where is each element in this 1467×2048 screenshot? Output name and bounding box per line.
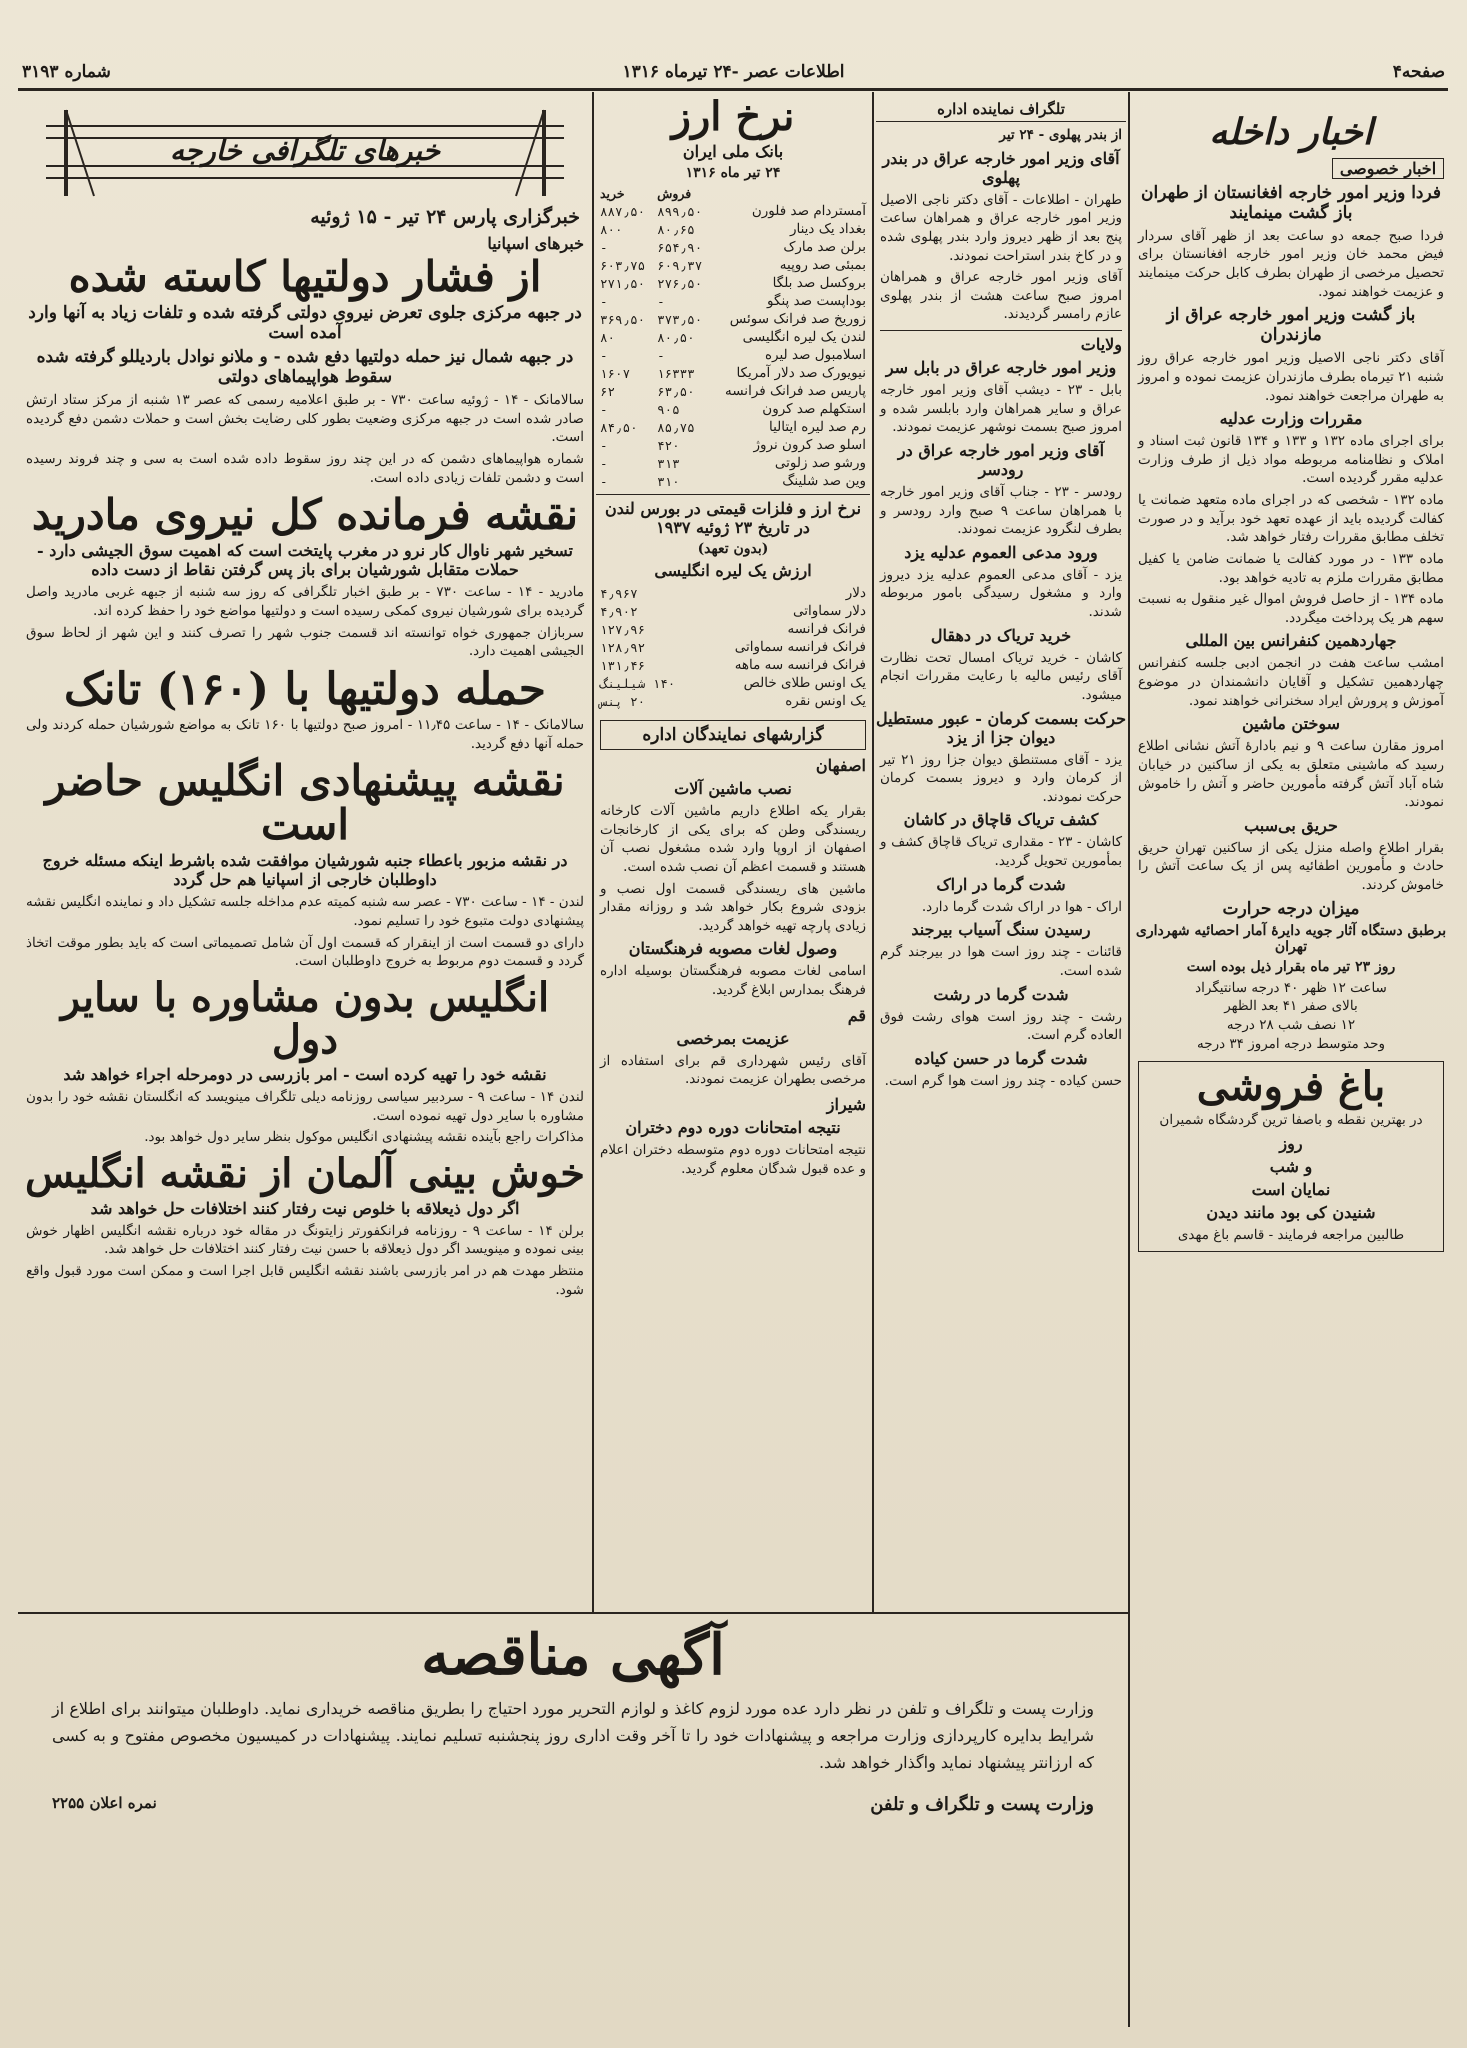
table-row: ورشو صد زلوتی ۳۱۳ -: [600, 455, 866, 471]
headline-car-fire: سوختن ماشین: [1242, 714, 1340, 734]
tender-notice: [22, 1618, 1124, 2022]
headline-justice: مقررات وزارت عدلیه: [1219, 409, 1363, 429]
tender-footer: [52, 1790, 1094, 1819]
text-iraq-minister: طهران - اطلاعات - آقای دکتر ناجی الاصیل وزیر امور خارجه عراق و همراهان ساعت پنج بعد از ظهر دیروز وارد بندر پهلوی شده و در کاخ بندر استراحت نمودند.: [880, 191, 1122, 264]
telegraph-column: [876, 96, 1126, 1610]
agency-line: خبرگزاری پارس ۲۴ تیر - ۱۵ ژوئیه: [310, 206, 580, 228]
table-row: فرانک فرانسه سه ماهه ۱۳۱٫۴۶: [600, 657, 866, 673]
text-car-fire: امروز مقارن ساعت ۹ و نیم بادارهٔ آتش نشانی اطلاع رسید که ماشینی متعلق به یکی از ساکنین در خیابان شاه آباد آتش گرفته مأمورین حاضر و آتش را خاموش نمودند.: [1138, 738, 1445, 811]
text-article-132: ماده ۱۳۲ - شخصی که در اجرای ماده متعهد ضمانت یا کفالت گردیده باید از عهده تعهد خود برآید و در صورت تخلف مطابق مقررات رفتار خواهد شد.: [1138, 492, 1445, 546]
special-news-tag: اخبار خصوصی: [1332, 158, 1444, 179]
text-house-fire: بقرار اطلاع واصله منزل یکی از ساکنین تهران حریق حادث و مأمورین اطفائیه پس از یک ساعت آتش را خاموش کردند.: [1138, 839, 1444, 894]
garden-sale-line: و شب: [1269, 1156, 1313, 1176]
text-province: یزد - آقای مستنطق دیوان جزا روز ۲۱ تیر از کرمان وارد و دیروز بسمت کرمان حرکت نمودند.: [880, 751, 1123, 805]
provinces-section-title: ولایات: [880, 330, 1122, 354]
table-row: اسلو صد کرون نروژ ۴۲۰ -: [600, 437, 866, 453]
domestic-news-column: [1134, 96, 1448, 2026]
text-spain-2b: سربازان جمهوری خواه توانسته اند قسمت جنوب شهر را تصرف کنند و این شهر از لحاظ سوق الجیشی اهمیت دارد.: [26, 624, 584, 660]
text-conference: امشب ساعت هفت در انجمن ادبی جلسه کنفرانس چهاردهمین تشکیل و آقایان دانشمندان در موضوع آموزش و پرورش ایراد سخنرانی خواهند نمود.: [1138, 655, 1444, 709]
text-report: آقای رئیس شهرداری قم برای استفاده از مرخصی بطهران عزیمت نمودند.: [600, 1052, 866, 1088]
weather-row: ۱۲ نصف شب ۲۸ درجه: [1226, 1016, 1356, 1033]
table-row: نیویورک صد دلار آمریکا ۱۶۳۳۳ ۱۶۰۷: [600, 365, 866, 381]
table-row: رم صد لیره ایتالیا ۸۵٫۷۵ ۸۴٫۵۰: [600, 419, 866, 435]
headline-conference: جهاردهمین کنفرانس بین المللی: [1185, 631, 1397, 651]
col-header-buy: خرید: [600, 186, 625, 201]
headline-report: نتیجه امتحانات دوره دوم دختران: [625, 1117, 841, 1137]
text-britain-no-consult: لندن ۱۴ - ساعت ۹ - سردبیر سیاسی روزنامه دیلی تلگراف مینویسد که انگلستان نقشه خود را بدون مشاوره با سایر دول تهیه نموده است.: [26, 1088, 585, 1124]
text-spain-1: سالامانک - ۱۴ - ژوئیه ساعت ۷۳۰ - بر طبق اعلامیه رسمی که عصر ۱۳ شنبه از مرکز ستاد ارتش صادر شده است در جبهه مرکزی وضعیت بطور کلی رضایت بخش است و حملات دشمن دفع گردیده است.: [26, 392, 585, 446]
text-britain-plan-2: دارای دو قسمت است از اینقرار که قسمت اول آن شامل تصمیماتی است که باید بطور موقت اتخاذ گردد و قسمت دوم مربوط به خروج داوطلبان است.: [26, 934, 584, 970]
headline-spain-2: نقشه فرمانده کل نیروی مادرید: [31, 490, 579, 540]
subhead-spain-1a: در جبهه مرکزی جلوی تعرض نیروی دولتی گرفته شده و تلفات زیاد به آنها وارد آمده است: [28, 303, 582, 344]
text-report: نتیجه امتحانات دوره دوم متوسطه دختران اعلام و عده قبول شدگان معلوم گردید.: [600, 1141, 866, 1177]
foreign-news-banner: [46, 104, 564, 200]
tender-reference: نمره اعلان ۲۲۵۵: [52, 1794, 157, 1813]
garden-sale-ad: [1138, 1061, 1444, 1252]
text-article-133: ماده ۱۳۳ - در مورد کفالت یا ضمانت ضامن یا کفیل مطابق مقررات ملزم به تادیه خواهد بود.: [1138, 550, 1444, 586]
headline-afghan-minister: فردا وزیر امور خارجه افغانستان از طهران باز گشت مینمایند: [1141, 182, 1441, 223]
text-article-134: ماده ۱۳۴ - از حاصل فروش اموال غیر منقول به نسبت سهم هر یک پرداخت میگردد.: [1138, 591, 1445, 626]
headline-britain-plan: نقشه پیشنهادی انگلیس حاضر است: [45, 756, 565, 850]
col-rule-3: [592, 92, 594, 1612]
table-row: وین صد شلینگ ۳۱۰ -: [600, 473, 866, 489]
headline-province: شدت گرما در حسن کیاده: [914, 1048, 1088, 1068]
text-province: بابل - ۲۳ - دیشب آقای وزیر امور خارجه عراق و سایر همراهان وارد بابلسر شده و امروز صبح بسمت نوشهر عزیمت نمودند.: [880, 382, 1122, 436]
table-row: یک اونس طلای خالص ۱۴۰ شیلینگ: [600, 675, 866, 691]
table-row: بوداپست صد پنگو - -: [600, 293, 866, 309]
tender-signature: وزارت پست و تلگراف و تلفن: [870, 1794, 1094, 1816]
tender-top-rule: [18, 1612, 1128, 1614]
table-row: لندن یک لیره انگلیسی ۸۰٫۵۰ ۸۰: [600, 329, 866, 345]
exchange-rates-title: نرخ ارز: [671, 96, 795, 140]
table-row: دلار ۴٫۹۶۷: [600, 585, 866, 601]
headline-britain-no-consult: انگلیس بدون مشاوره با سایر دول: [60, 973, 550, 1063]
city-label: قم: [847, 1005, 866, 1025]
text-britain-plan: لندن - ۱۴ - ساعت ۷۳۰ - عصر سه شنبه کمیته عدم مداخله جلسه تشکیل داد و نماینده انگلیس نقشه پیشنهادی دولت متبوع خود را تسلیم نمود.: [26, 894, 584, 930]
table-row: بمبئی صد روپیه ۶۰۹٫۳۷ ۶۰۳٫۷۵: [600, 257, 866, 273]
table-row: آمستردام صد فلورن ۸۹۹٫۵۰ ۸۸۷٫۵۰: [600, 203, 866, 219]
text-spain-2: مادرید - ۱۴ - ساعت ۷۳۰ - بر طبق اخبار تلگرافی که روز سه شنبه از جبهه غربی مادرید واصل گردیده برای شورشیان نیروی کمکی رسیده است و دولتیها مواضع خود را حفظ کرده اند.: [26, 584, 585, 619]
headline-province: آقای وزیر امور خارجه عراق در رودسر: [897, 440, 1105, 479]
text-province: حسن کیاده - چند روز است هوا گرم است.: [884, 1072, 1122, 1089]
garden-sale-text: در بهترین نقطه و باصفا ترین گردشگاه شمیران: [1159, 1112, 1423, 1129]
table-row: بروکسل صد بلگا ۲۷۶٫۵۰ ۲۷۱٫۵۰: [600, 275, 866, 291]
reports-section-title: گزارشهای نمایندگان اداره: [600, 720, 866, 750]
table-row: فرانک فرانسه سماواتی ۱۲۸٫۹۲: [600, 639, 866, 655]
headline-province: وزیر امور خارجه عراق در بابل سر: [885, 358, 1117, 377]
headline-province: خرید تریاک در دهقال: [930, 625, 1072, 645]
exchange-rates-table: [596, 185, 870, 490]
text-afghan-minister: فردا صبح جمعه دو ساعت بعد از ظهر آقای سردار فیض محمد خان وزیر امور خارجه افغانستان برای تحصیل مرخصی از طهران بطرف کابل حرکت مینمایند و عزیمت خواهند نمود.: [1138, 227, 1444, 300]
tender-title: آگهی مناقصه: [421, 1622, 725, 1688]
exchange-rates-column: [596, 96, 870, 1610]
bank-name: بانک ملی ایران: [682, 142, 784, 161]
london-rates-base: ارزش یک لیره انگلیسی: [654, 561, 812, 580]
headline-province: شدت گرما در اراک: [936, 874, 1066, 894]
text-report: بقرار یکه اطلاع داریم ماشین آلات کارخانه ریسندگی وطن که برای یکی از کارخانجات اصفهان از اروپا وارد شده مشغول نصب آن هستند و قسمت اعظم آن نصب شده است.: [600, 803, 866, 875]
headline-province: کشف تریاک قاچاق در کاشان: [903, 810, 1099, 830]
text-justice: برای اجرای ماده ۱۳۲ و ۱۳۳ و ۱۳۴ قانون ثبت اسناد و املاک و نظامنامه مربوطه مواد ذیل از طرف وزارت عدلیه مقرر گردیده است.: [1138, 433, 1444, 487]
text-report: ماشین های ریسندگی قسمت اول نصب و بزودی شروع بکار خواهد شد و روزانه مقدار زیادی پارچه تهیه خواهد گردید.: [600, 880, 866, 934]
weather-subtitle: برطبق دستگاه آثار جویه دایرهٔ آمار احصائیه شهرداری تهران: [1135, 922, 1447, 955]
headline-germany-optimism: خوش بینی آلمان از نقشه انگلیس: [24, 1149, 586, 1197]
text-report: اسامی لغات مصوبه فرهنگستان بوسیله اداره فرهنگ بمدارس ابلاغ گردید.: [600, 963, 866, 998]
text-spain-1b: شماره هواپیماهای دشمن که در این چند روز سقوط داده شده است به سی و چند فروند رسیده است و دشمن تلفات زیادی داده است.: [26, 450, 584, 486]
london-rates-table: [596, 584, 870, 710]
headline-report: وصول لغات مصوبه فرهنگستان: [628, 939, 838, 959]
text-province: یزد - آقای مدعی العموم عدلیه یزد دیروز وارد و مشغول رسیدگی بامور مربوطه شدند.: [880, 566, 1122, 620]
garden-sale-line: شنیدن کی بود مانند دیدن: [1206, 1202, 1376, 1222]
table-row: فرانک فرانسه ۱۲۷٫۹۶: [600, 621, 866, 637]
subhead-germany-optimism: اگر دول ذیعلاقه با خلوص نیت رفتار کنند اختلافات حل خواهد شد: [90, 1198, 520, 1218]
col-header-sell: فروش: [657, 186, 692, 201]
domestic-news-title: اخبار داخله: [1209, 111, 1373, 153]
garden-sale-line: روز: [1279, 1133, 1303, 1153]
table-row: پاریس صد فرانک فرانسه ۶۳٫۵۰ ۶۲: [600, 383, 866, 399]
page-number: صفحه۴: [1392, 62, 1445, 82]
london-rates-heading: نرخ ارز و فلزات قیمتی در بورس لندن در تاریخ ۲۳ ژوئیه ۱۹۳۷: [596, 494, 870, 537]
weather-row: ساعت ۱۲ ظهر ۴۰ درجه سانتیگراد: [1195, 979, 1387, 996]
masthead: اطلاعات عصر -۲۴ تیرماه ۱۳۱۶: [622, 62, 845, 82]
headline-house-fire: حریق بی‌سبب: [1244, 815, 1338, 835]
city-label: اصفهان: [815, 756, 866, 775]
subhead-britain-plan: در نقشه مزبور باعطاء جنبه شورشیان موافقت شده باشرط اینکه مسئله خروج داوطلبان خارجی از اسپانیا هم حل گردد: [42, 851, 568, 890]
weather-row: وحد متوسط درجه امروز ۳۴ درجه: [1196, 1035, 1386, 1052]
weather-title: میزان درجه حرارت: [1222, 898, 1360, 919]
city-label: شیراز: [826, 1094, 866, 1114]
text-province: رشت - چند روز است هوای رشت فوق العاده گرم است.: [880, 1008, 1122, 1044]
headline-report: عزیمت بمرخصی: [676, 1028, 790, 1048]
table-row: یک اونس نقره ۲۰ پنس: [600, 693, 866, 709]
garden-sale-title: باغ فروشی: [1196, 1063, 1386, 1111]
issue-number: شماره ۳۱۹۳: [22, 62, 111, 82]
telegraph-section-title: تلگراف نماینده اداره: [876, 100, 1126, 122]
table-row: بغداد یک دینار ۸۰٫۶۵ ۸۰۰: [600, 221, 866, 237]
table-row: دلار سماواتی ۴٫۹۰۲: [600, 603, 866, 619]
foreign-news-column: [22, 96, 588, 1610]
foreign-news-banner-title: خبرهای تلگرافی خارجه: [169, 134, 441, 167]
telegraph-dateline: از بندر پهلوی - ۲۴ تیر: [999, 127, 1122, 143]
rates-date: ۲۴ تیر ماه ۱۳۱۶: [685, 165, 781, 181]
text-britain-no-consult-2: مذاکرات راجع بآینده نقشه پیشنهادی انگلیس موکول بنظر سایر دول خواهد بود.: [144, 1129, 584, 1146]
garden-sale-line: نمایان است: [1251, 1179, 1331, 1199]
text-iraq-return: آقای دکتر ناجی الاصیل وزیر امور خارجه عراق روز شنبه ۲۱ تیرماه بطرف مازندران عزیمت نموده و امروز به طهران مراجعت خواهند نمود.: [1138, 350, 1444, 404]
text-germany-optimism: برلن ۱۴ - ساعت ۹ - روزنامه فرانکفورتر زایتونگ در مقاله خود درباره نقشه انگلیس اظهار خوش بینی نموده و مینویسد اگر دول ذیعلاقه با حسن نیت رفتار کنند اختلافات حل خواهد شد.: [26, 1222, 584, 1258]
subhead-spain-1b: در جبهه شمال نیز حمله دولتیها دفع شده - و ملانو نوادل باردیللو گرفته شده سقوط هواپیماهای دولتی: [36, 347, 574, 388]
text-spain-3: سالامانک - ۱۴ - ساعت ۱۱٫۴۵ - امروز صبح دولتیها با ۱۶۰ تانک به مواضع شورشیان حمله کردند ولی حمله آنها دفع گردید.: [26, 717, 584, 752]
text-province: کاشان - ۲۳ - مقداری تریاک قاچاق کشف و بمأمورین تحویل گردید.: [880, 834, 1122, 869]
headline-spain-3: حمله دولتیها با (۱۶۰) تانک: [63, 663, 547, 715]
spain-news-label: خبرهای اسپانیا: [487, 234, 584, 253]
header-rule: [18, 88, 1448, 91]
text-iraq-minister-2: آقای وزیر امور خارجه عراق و همراهان امروز صبح ساعت هشت از بندر پهلوی عازم رامسر گردیدند.: [880, 269, 1122, 323]
text-province: قائنات - چند روز است هوا در بیرجند گرم شده است.: [880, 944, 1122, 979]
weather-row: بالای صفر ۴۱ بعد الظهر: [1224, 998, 1358, 1015]
text-province: کاشان - خرید تریاک امسال تحت نظارت آقای رئیس مالیه با رعایت مقررات انجام میشود.: [880, 649, 1122, 703]
col-rule-1: [1128, 92, 1130, 2027]
text-germany-optimism-2: منتظر مهدت هم در امر بازرسی باشند نقشه انگلیس قابل اجرا است و ممکن است مورد قبول واقع شود.: [26, 1263, 584, 1298]
headline-iraq-return: باز گشت وزیر امور خارجه عراق از مازندران: [1166, 305, 1416, 346]
table-row: استکهلم صد کرون ۹۰۵ -: [600, 401, 866, 417]
headline-report: نصب ماشین آلات: [674, 779, 792, 798]
headline-iraq-minister: آقای وزیر امور خارجه عراق در بندر پهلوی: [882, 148, 1120, 187]
garden-sale-contact: طالبین مراجعه فرمایند - قاسم باغ مهدی: [1177, 1226, 1405, 1243]
text-province: اراک - هوا در اراک شدت گرما دارد.: [921, 898, 1122, 915]
subhead-britain-no-consult: نقشه خود را تهیه کرده است - امر بازرسی در دومرحله اجراء خواهد شد: [63, 1064, 547, 1084]
headline-province: ورود مدعی العموم عدلیه یزد: [904, 542, 1098, 562]
weather-day: روز ۲۳ تیر ماه بقرار ذیل بوده است: [1186, 958, 1396, 975]
col-rule-2: [872, 92, 874, 1612]
headline-province: حرکت بسمت کرمان - عبور مستطیل دیوان جزا از یزد: [876, 708, 1126, 747]
table-row: اسلامبول صد لیره - -: [600, 347, 866, 363]
table-row: زوریخ صد فرانک سوئس ۳۷۳٫۵۰ ۳۶۹٫۵۰: [600, 311, 866, 327]
headline-spain-1: از فشار دولتیها کاسته شده: [68, 252, 542, 301]
subhead-spain-2: تسخیر شهر ناوال کار نرو در مغرب پایتخت است که اهمیت سوق الجیشی دارد - حملات متقابل شورشیان برای باز پس گرفتن نقاط از دست داده: [37, 541, 573, 580]
tender-text: وزارت پست و تلگراف و تلفن در نظر دارد عده مورد لزوم کاغذ و لوازم التحریر مورد احتیاج را بطریق مناقصه خریداری نماید. داوطلبان میتوانند برای اطلاع از شرایط بدایره کارپردازی وزارت مراجعه و پیشنهادات خود را تا آخر وقت اداری روز پنجشنبه تسلیم نمایند. پیشنهادات در کمیسیون مخصوص مفتوح و به کسی که ارزانتر پیشنهاد نماید واگذار خواهد شد.: [52, 1698, 1094, 1773]
text-province: رودسر - ۲۳ - جناب آقای وزیر امور خارجه با همراهان ساعت ۹ صبح وارد رودسر و بطرف لنگرود عزیمت نمودند.: [880, 483, 1122, 538]
table-row: برلن صد مارک ۶۵۴٫۹۰ -: [600, 239, 866, 255]
london-rates-note: (بدون تعهد): [697, 541, 769, 557]
headline-province: شدت گرما در رشت: [933, 984, 1069, 1004]
headline-province: رسیدن سنگ آسیاب بیرجند: [911, 920, 1091, 940]
